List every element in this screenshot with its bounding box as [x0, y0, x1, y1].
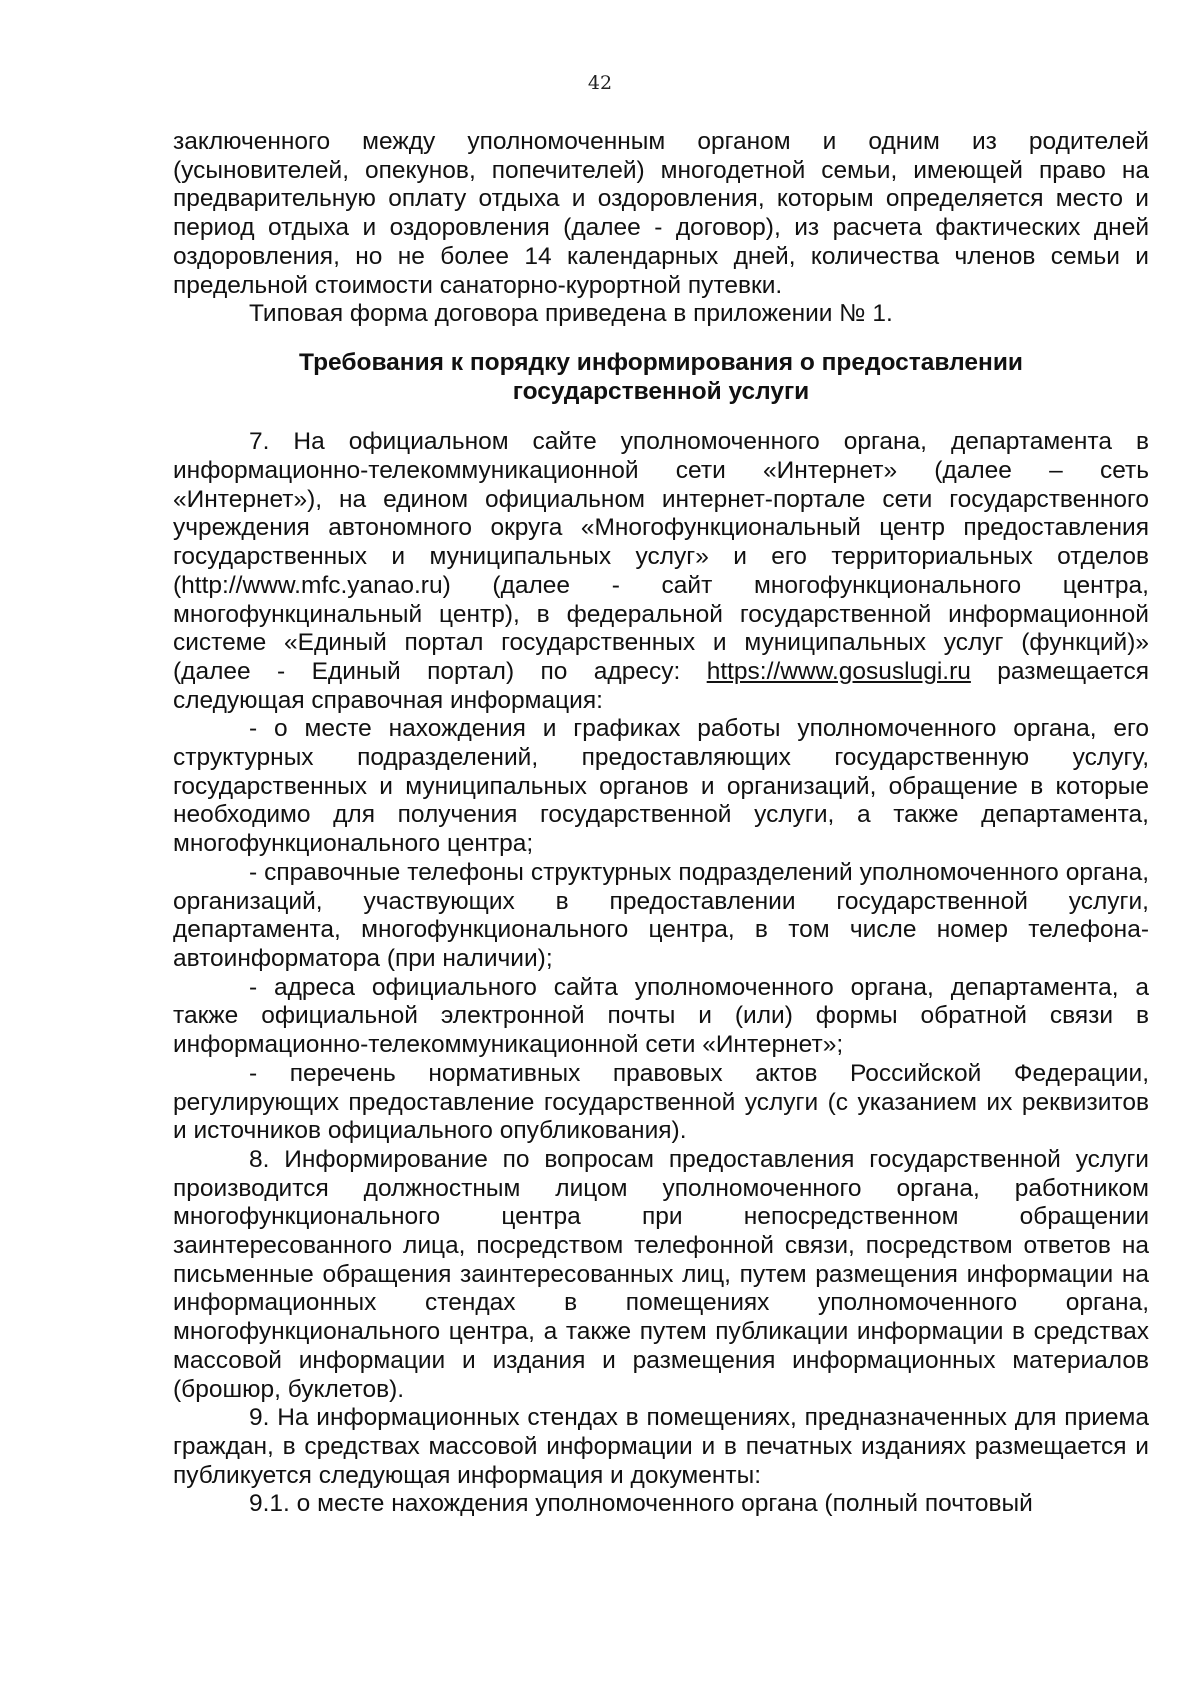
- item-7-text: 7. На официальном сайте уполномоченного органа, департамента в информационно-телекоммуникационной сети «Интернет» (далее – сеть «Интернет»), на едином официальном интернет-портале сети государственного учреждения автономного округа «Многофункциональный центр предоставления государственных и муниципальных услуг» и его территориальных отделов (http://www.mfc.yanao.ru) (далее - сайт многофункционального центра, многофункцинальный центр), в федеральной государственной информационной системе «Единый портал государственных и муниципальных услуг (функций)» (далее - Единый портал) по адресу:: [173, 428, 1149, 685]
- gosuslugi-link[interactable]: https://www.gosuslugi.ru: [706, 657, 971, 685]
- item-7-bullet-4: - перечень нормативных правовых актов Российской Федерации, регулирующих предоставление государственной услуги (с указанием их реквизитов и источников официального опубликования).: [173, 1059, 1149, 1145]
- section-heading-line-1: Требования к порядку информирования о предоставлении: [299, 348, 1023, 376]
- item-8-paragraph: 8. Информирование по вопросам предоставления государственной услуги производится должностным лицом уполномоченного органа, работником многофункционального центра при непосредственном обращении заинтересованного лица, посредством телефонной связи, посредством ответов на письменные обращения заинтересованных лиц, путем размещения информации на информационных стендах в помещениях уполномоченного органа, многофункционального центра, а также путем публикации информации в средствах массовой информации и издания и размещения информационных материалов (брошюр, буклетов).: [173, 1145, 1149, 1403]
- item-7-bullet-2: - справочные телефоны структурных подразделений уполномоченного органа, организаций, участвующих в предоставлении государственной услуги, департамента, многофункционального центра, в том числе номер телефона-автоинформатора (при наличии);: [173, 858, 1149, 972]
- item-9-paragraph: 9. На информационных стендах в помещениях, предназначенных для приема граждан, в средствах массовой информации и в печатных изданиях размещается и публикуется следующая информация и документы:: [173, 1404, 1149, 1489]
- item-7-bullet-1: - о месте нахождения и графиках работы уполномоченного органа, его структурных подразделений, предоставляющих государственную услугу, государственных и муниципальных органов и организаций, обращение в которые необходимо для получения государственной услуги, а также департамента, многофункционального центра;: [173, 715, 1149, 858]
- page-number: 42: [587, 72, 613, 94]
- template-note: Типовая форма договора приведена в приложении № 1.: [249, 300, 893, 328]
- item-7-paragraph: [173, 428, 1149, 715]
- document-body: [173, 128, 1149, 1519]
- item-7-text-end: размещается следующая справочная информация:: [173, 657, 1150, 714]
- intro-paragraph: заключенного между уполномоченным органом и одним из родителей (усыновителей, опекунов, попечителей) многодетной семьи, имеющей право на предварительную оплату отдыха и оздоровления, которым определяется место и период отдыха и оздоровления (далее - договор), из расчета фактических дней оздоровления, но не более 14 календарных дней, количества членов семьи и предельной стоимости санаторно-курортной путевки.: [173, 128, 1149, 299]
- item-7-bullet-3: - адреса официального сайта уполномоченного органа, департамента, а также официальной электронной почты и (или) формы обратной связи в информационно-телекоммуникационной сети «Интернет»;: [173, 973, 1149, 1059]
- item-9-1-paragraph: 9.1. о месте нахождения уполномоченного органа (полный почтовый: [249, 1490, 1033, 1518]
- section-heading-line-2: государственной услуги: [512, 377, 810, 405]
- section-heading: [173, 349, 1149, 406]
